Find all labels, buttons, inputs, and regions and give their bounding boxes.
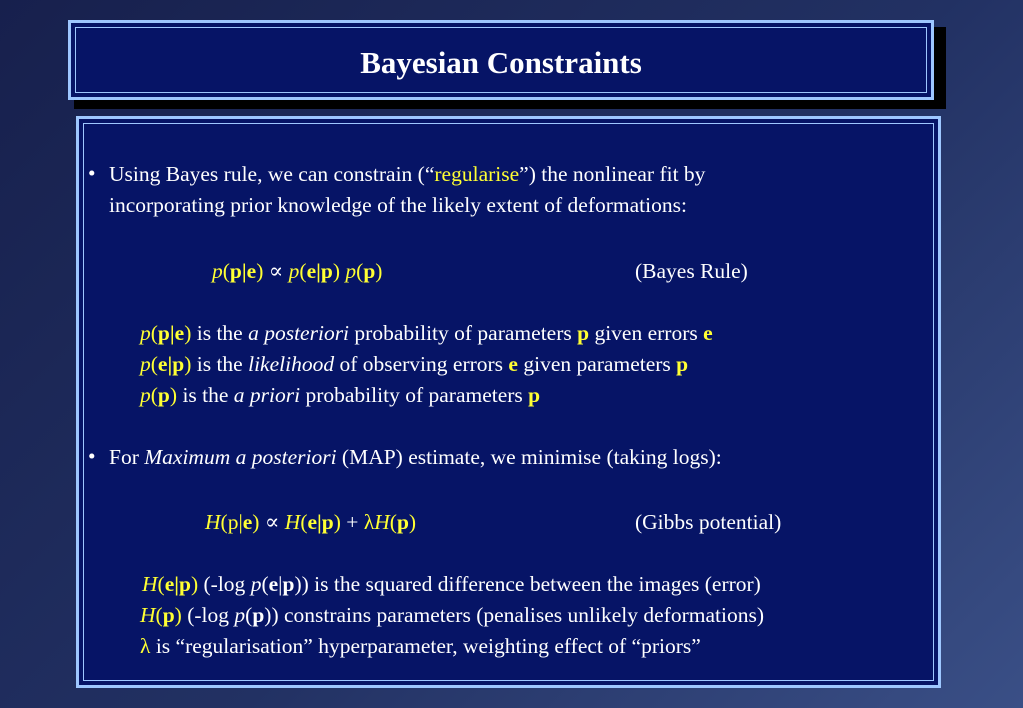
text: Using Bayes rule, we can constrain (“: [109, 162, 435, 186]
text: is the: [191, 321, 249, 345]
text: ”) the nonlinear fit by: [519, 162, 706, 186]
eq-symbol: (p|: [220, 510, 243, 534]
eq-symbol: e: [246, 259, 257, 283]
eq-symbol: p: [363, 259, 376, 283]
text: p: [676, 352, 689, 376]
eq-symbol: (: [300, 510, 308, 534]
term: [140, 321, 191, 345]
eq-symbol: p: [172, 352, 185, 376]
text: given parameters: [517, 352, 677, 376]
text: is “regularisation” hyperparameter, weighting effect of “priors”: [150, 634, 701, 658]
eq-symbol: ): [190, 572, 199, 596]
eq-symbol: e: [157, 352, 168, 376]
eq-symbol: ): [169, 383, 178, 407]
eq-symbol: H: [142, 572, 158, 596]
eq-symbol: p: [229, 259, 242, 283]
text: given errors: [589, 321, 704, 345]
eq-symbol: ): [333, 510, 341, 534]
eq-symbol: p: [212, 259, 223, 283]
eq-symbol: ): [252, 510, 260, 534]
eq-symbol: H: [284, 510, 301, 534]
eq-symbol: (: [150, 352, 158, 376]
eq-symbol: (: [299, 259, 307, 283]
bullet-marker: •: [88, 444, 96, 468]
eq-symbol: p: [252, 603, 265, 627]
lambda-symbol: λ: [140, 634, 151, 658]
eq-symbol: e: [174, 321, 185, 345]
text: For: [109, 445, 145, 469]
error-definition: [142, 571, 761, 597]
eq-symbol: e: [306, 259, 317, 283]
gibbs-equation: [205, 509, 416, 535]
eq-symbol: p: [140, 321, 151, 345]
eq-symbol: e: [307, 510, 318, 534]
eq-symbol: (: [222, 259, 230, 283]
eq-symbol: ): [256, 259, 264, 283]
eq-symbol: ): [174, 603, 182, 627]
text: a priori: [233, 383, 301, 407]
eq-symbol: (: [150, 383, 158, 407]
eq-symbol: (: [155, 603, 163, 627]
prior-definition: [140, 382, 540, 408]
eq-symbol: p: [157, 321, 170, 345]
text: probability of parameters: [349, 321, 578, 345]
eq-symbol: p: [162, 603, 175, 627]
eq-symbol: p: [321, 510, 334, 534]
eq-symbol: p: [140, 352, 151, 376]
text: is the: [191, 352, 249, 376]
text: likelihood: [248, 352, 335, 376]
text: (-log: [181, 603, 235, 627]
eq-symbol: e: [242, 510, 253, 534]
eq-symbol: (: [157, 572, 165, 596]
eq-symbol: |: [174, 572, 179, 596]
bullet1-line2: incorporating prior knowledge of the likely extent of deformations:: [109, 193, 687, 217]
eq-symbol: p: [345, 259, 357, 283]
eq-symbol: p: [140, 383, 151, 407]
eq-symbol: ): [184, 321, 192, 345]
eq-symbol: |: [317, 510, 322, 534]
eq-symbol: ): [375, 259, 383, 283]
text: p: [528, 383, 541, 407]
text: e: [508, 352, 518, 376]
eq-symbol: (: [150, 321, 158, 345]
bullet2-line: [109, 444, 722, 470]
term: [140, 383, 177, 407]
eq-symbol: ): [332, 259, 341, 283]
eq-symbol: |: [169, 321, 175, 345]
text: is the: [177, 383, 234, 407]
lambda-definition: [140, 633, 701, 659]
eq-symbol: p: [157, 383, 170, 407]
text: (-log: [198, 572, 251, 596]
posterior-definition: [140, 320, 713, 346]
eq-symbol: p: [179, 572, 191, 596]
eq-symbol: H: [374, 510, 390, 534]
text: p: [577, 321, 590, 345]
eq-symbol: (: [356, 259, 364, 283]
bullet-marker: •: [88, 161, 96, 185]
eq-symbol: (: [245, 603, 253, 627]
text: of observing errors: [334, 352, 509, 376]
eq-symbol: λ: [363, 510, 375, 534]
term: [142, 572, 198, 596]
text: a posteriori: [248, 321, 350, 345]
text: Maximum a posteriori: [144, 445, 337, 469]
eq-symbol: (: [389, 510, 397, 534]
gibbs-label: (Gibbs potential): [635, 510, 782, 534]
eq-symbol: H: [205, 510, 221, 534]
eq-symbol: (: [261, 572, 269, 596]
eq-symbol: |: [316, 259, 321, 283]
eq-symbol: ∝: [263, 259, 289, 283]
eq-symbol: +: [340, 510, 364, 534]
slide-title: Bayesian Constraints: [360, 45, 642, 80]
eq-symbol: |: [167, 352, 173, 376]
eq-symbol: e: [164, 572, 175, 596]
text: e: [703, 321, 713, 345]
term: [140, 352, 191, 376]
eq-symbol: p: [282, 572, 295, 596]
term: [140, 603, 182, 627]
eq-symbol: ): [408, 510, 417, 534]
bayes-rule-label: (Bayes Rule): [635, 259, 748, 283]
regularise-highlight: regularise: [434, 162, 520, 186]
eq-symbol: e: [268, 572, 279, 596]
text: probability of parameters: [300, 383, 529, 407]
eq-symbol: ): [184, 352, 192, 376]
text: (MAP) estimate, we minimise (taking logs):: [336, 445, 722, 469]
prior-constraint-definition: [140, 602, 764, 628]
eq-symbol: H: [140, 603, 156, 627]
text: )) constrains parameters (penalises unlikely deformations): [264, 603, 764, 627]
title-box: [68, 20, 934, 100]
eq-symbol: p: [288, 259, 300, 283]
eq-symbol: ∝: [259, 510, 285, 534]
bullet1-line1: [109, 161, 705, 187]
eq-symbol: p: [320, 259, 333, 283]
content-box: [76, 116, 941, 688]
eq-symbol: |: [278, 572, 283, 596]
text: )) is the squared difference between the images (error): [294, 572, 761, 596]
eq-symbol: |: [241, 259, 247, 283]
eq-symbol: p: [234, 603, 246, 627]
eq-symbol: p: [250, 572, 262, 596]
bayes-rule-equation: [212, 258, 382, 284]
eq-symbol: p: [396, 510, 409, 534]
likelihood-definition: [140, 351, 688, 377]
